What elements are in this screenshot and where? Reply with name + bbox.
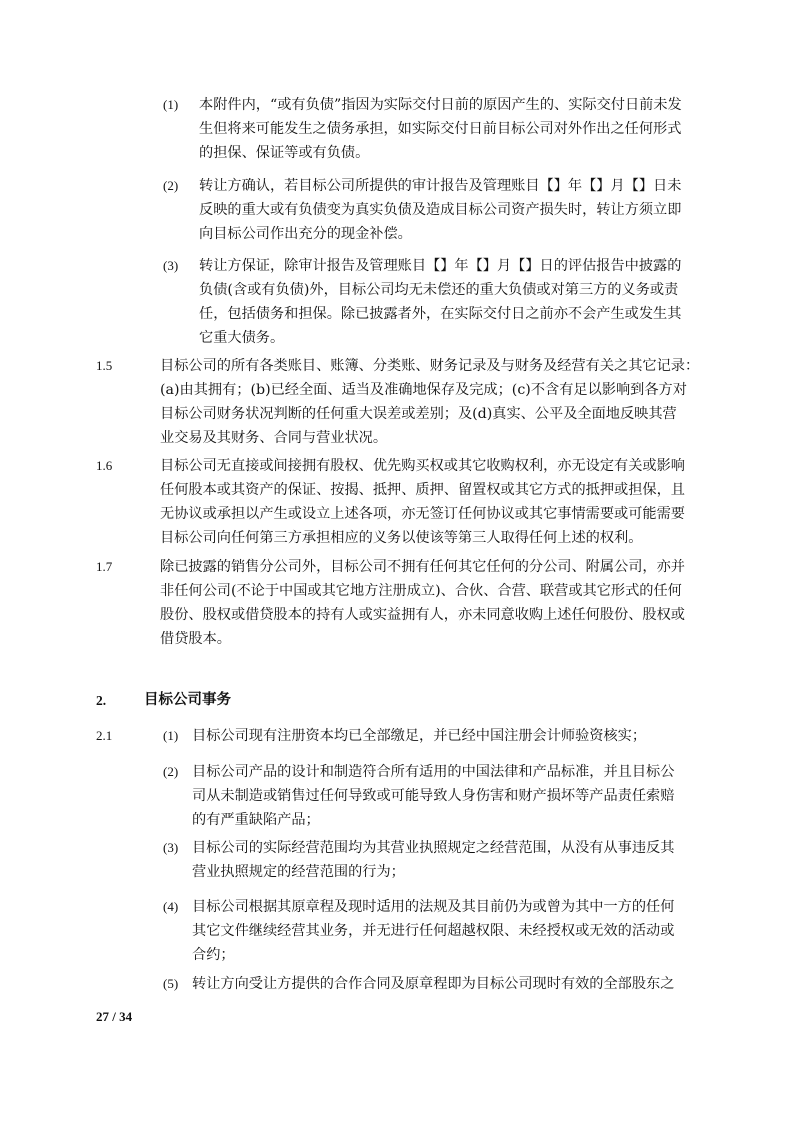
item-text [192,760,674,832]
item-text [199,174,681,246]
clause-number: 1.6 [96,458,113,473]
item-line: 转让方向受让方提供的合作合同及原章程即为目标公司现时有效的全部股东之 [192,976,675,992]
item-line: 司从未制造或销售过任何导致或可能导致人身伤害和财产损坏等产品责任索赔 [192,788,675,804]
item-line: 它重大债务。 [199,330,285,346]
clause-line: (a)由其拥有；(b)已经全面、适当及准确地保存及完成；(c)不含有足以影响到各方对 [160,382,687,398]
item-text [199,93,682,165]
item-text [192,724,646,748]
item-line: 向目标公司作出充分的现金补偿。 [199,226,412,242]
item-text [199,254,681,350]
item-line: 目标公司产品的设计和制造符合所有适用的中国法律和产品标准，并且目标公 [192,764,675,780]
item-line: 其它文件继续经营其业务，并无进行任何超越权限、未经授权或无效的活动或 [192,923,675,939]
item-line: 目标公司的实际经营范围均为其营业执照规定之经营范围，从没有从事违反其 [192,840,675,856]
item-line: 的担保、保证等或有负债。 [199,145,370,161]
item-line: 目标公司现有注册资本均已全部缴足，并已经中国注册会计师验资核实； [192,728,647,744]
item-number: (3) [163,840,179,855]
clause-line: 无协议或承担以产生或设立上述各项，亦无签订任何协议或其它事情需要或可能需要 [160,506,685,522]
item-line: 营业执照规定的经营范围的行为； [192,864,405,880]
item-line: 目标公司根据其原章程及现时适用的法规及其目前仍为或曾为其中一方的任何 [192,899,675,915]
item-number: (1) [163,728,179,743]
clause-line: 非任何公司(不论于中国或其它地方注册成立)、合伙、合营、联营或其它形式的任何 [160,583,682,599]
item-number: (4) [163,899,179,914]
item-line: 转让方确认，若目标公司所提供的审计报告及管理账目【】年【】月【】日未 [199,178,682,194]
item-line: 反映的重大或有负债变为真实负债及造成目标公司资产损失时，转让方须立即 [199,202,682,218]
clause-line: 目标公司向任何第三方承担相应的义务以使该等第三人取得任何上述的权利。 [160,530,643,546]
item-line: 生但将来可能发生之债务承担，如实际交付日前目标公司对外作出之任何形式 [199,121,682,137]
item-number: (3) [163,258,179,273]
item-number: (1) [163,97,179,112]
clause-line: 股份、股权或借贷股本的持有人或实益拥有人，亦未同意收购上述任何股份、股权或 [160,607,685,623]
clause-line: 目标公司财务状况判断的任何重大误差或差别；及(d)真实、公平及全面地反映其营 [160,406,677,422]
item-text [192,895,674,967]
clause-line: 业交易及其财务、合同与营业状况。 [160,430,388,446]
subsection-number: 2.1 [96,728,113,743]
item-line: 转让方保证，除审计报告及管理账目【】年【】月【】日的评估报告中披露的 [199,258,682,274]
clause-line: 目标公司无直接或间接拥有股权、优先购买权或其它收购权利，亦无设定有关或影响 [160,458,685,474]
item-number: (2) [163,764,179,779]
clause-number: 1.7 [96,559,113,574]
item-line: 任，包括债务和担保。除已披露者外，在实际交付日之前亦不会产生或发生其 [199,306,682,322]
item-number: (5) [163,976,179,991]
item-line: 合约； [192,947,235,963]
clause-line: 目标公司的所有各类账目、账簿、分类账、财务记录及与财务及经营有关之其它记录： [160,358,700,374]
clause-text [160,354,699,450]
clause-line: 除已披露的销售分公司外，目标公司不拥有任何其它任何的分公司、附属公司，亦并 [160,559,685,575]
item-line: 的有严重缺陷产品； [192,812,320,828]
item-text [192,972,674,996]
clause-text [160,454,685,550]
item-line: 本附件内，“或有负债”指因为实际交付日前的原因产生的、实际交付日前未发 [199,97,682,113]
item-text [192,836,674,884]
clause-text [160,555,685,651]
item-line: 负债(含或有负债)外，目标公司均无未偿还的重大负债或对第三方的义务或责 [199,282,679,298]
section-number: 2. [96,693,107,708]
section-title: 目标公司事务 [144,691,231,708]
item-number: (2) [163,178,179,193]
page-number: 27 / 34 [96,1009,133,1024]
clause-line: 任何股本或其资产的保证、按揭、抵押、质押、留置权或其它方式的抵押或担保，且 [160,482,685,498]
clause-number: 1.5 [96,358,113,373]
clause-line: 借贷股本。 [160,631,231,647]
